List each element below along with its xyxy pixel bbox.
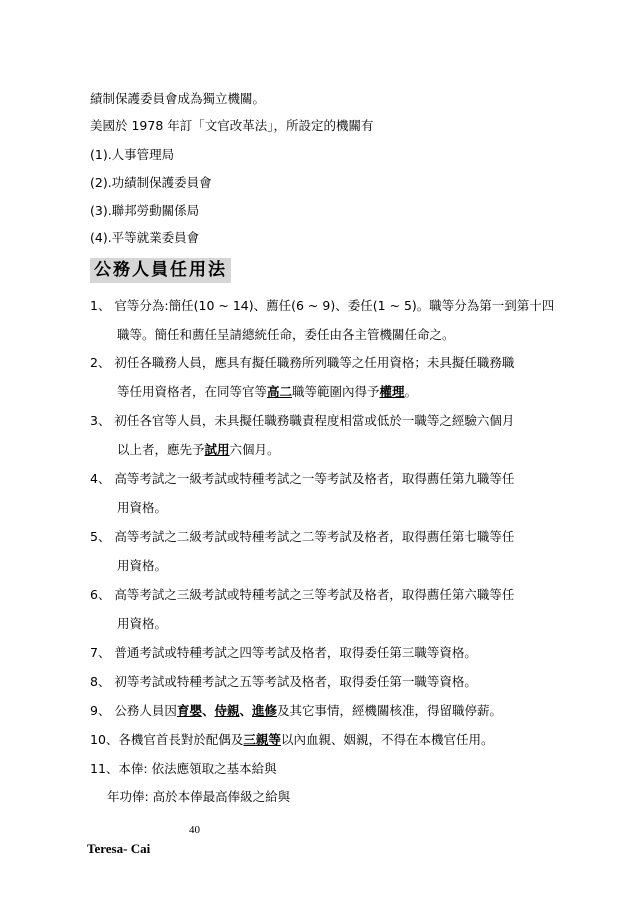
- section-title: 公務人員任用法: [90, 258, 231, 283]
- list-item-10: [90, 732, 493, 748]
- list-item-1: 1、 官等分為:簡任(10 ~ 14)、薦任(6 ~ 9)、委任(1 ~ 5)。職等分為第一到第十四: [90, 298, 555, 313]
- list-item-5-cont: 用資格。: [117, 558, 168, 573]
- list-item-5: 5、 高等考試之二級考試或特種考試之二等考試及格者，取得薦任第七職等任: [90, 529, 515, 544]
- list-item-11: 11、本俸: 依法應領取之基本給與: [90, 761, 277, 776]
- emphasis-term: 試用: [204, 442, 230, 457]
- emphasis-term: 權理: [379, 384, 405, 399]
- text-segment: 六個月。: [229, 442, 280, 457]
- intro-line-2: 美國於 1978 年訂「文官改革法」，所設定的機關有: [90, 118, 374, 133]
- emphasis-term: 進修: [252, 703, 278, 718]
- text-segment: 。: [404, 384, 418, 399]
- list-item-6: 6、 高等考試之三級考試或特種考試之三等考試及格者，取得薦任第六職等任: [90, 587, 515, 602]
- list-item-2-cont: [117, 384, 417, 400]
- text-segment: 10、各機官首長對於配偶及: [90, 732, 244, 747]
- text-segment: 、: [239, 703, 252, 718]
- emphasis-term: 三親等: [243, 732, 281, 747]
- text-segment: 9、 公務人員因: [90, 703, 177, 718]
- list-item-1-cont: 職等。簡任和薦任呈請總統任命，委任由各主管機關任命之。: [117, 327, 455, 342]
- list-item-4: 4、 高等考試之一級考試或特種考試之一等考試及格者，取得薦任第九職等任: [90, 471, 515, 486]
- text-segment: 等任用資格者，在同等官等: [117, 384, 268, 399]
- list-item-8: 8、 初等考試或特種考試之五等考試及格者，取得委任第一職等資格。: [90, 674, 477, 689]
- text-segment: 及其它事情，經機關核准，得留職停薪。: [277, 703, 503, 718]
- text-segment: 、: [201, 703, 215, 718]
- agency-item-2: (2).功績制保護委員會: [90, 175, 212, 190]
- list-item-3: 3、 初任各官等人員，未具擬任職務職責程度相當或低於一職等之經驗六個月: [90, 413, 515, 428]
- emphasis-term: 侍親: [214, 703, 240, 718]
- list-item-11-cont: 年功俸: 高於本俸最高俸級之給與: [107, 789, 291, 804]
- text-segment: 以上者，應先予: [117, 442, 205, 457]
- page-number: 40: [189, 824, 200, 836]
- agency-item-3: (3).聯邦勞動關係局: [90, 203, 200, 218]
- list-item-3-cont: [117, 442, 280, 458]
- intro-line-1: 績制保護委員會成為獨立機關。: [90, 91, 266, 106]
- list-item-9: [90, 703, 502, 719]
- agency-item-4: (4).平等就業委員會: [90, 230, 200, 245]
- author-name: Teresa- Cai: [87, 841, 151, 856]
- list-item-6-cont: 用資格。: [117, 616, 168, 631]
- emphasis-term: 高二: [267, 384, 293, 399]
- agency-item-1: (1).人事管理局: [90, 147, 175, 162]
- list-item-4-cont: 用資格。: [117, 500, 168, 515]
- text-segment: 職等範圍內得予: [292, 384, 380, 399]
- list-item-2: 2、 初任各職務人員，應具有擬任職務所列職等之任用資格；未具擬任職務職: [90, 355, 515, 370]
- text-segment: 以內血親、姻親，不得在本機官任用。: [280, 732, 494, 747]
- list-item-7: 7、 普通考試或特種考試之四等考試及格者，取得委任第三職等資格。: [90, 645, 477, 660]
- emphasis-term: 育嬰: [176, 703, 202, 718]
